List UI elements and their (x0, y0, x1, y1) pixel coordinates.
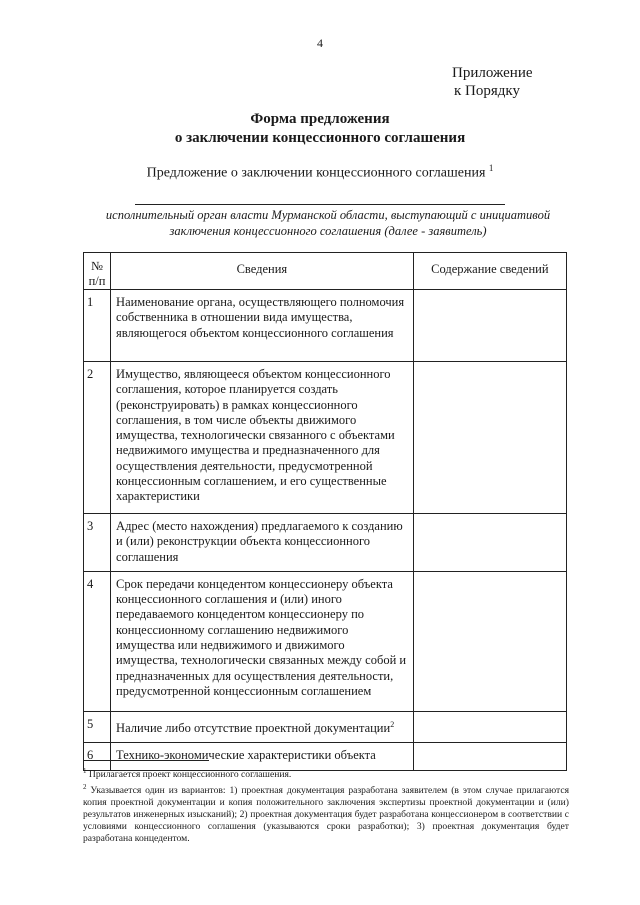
caption-line-2: заключения концессионного соглашения (далее - заявитель) (169, 224, 487, 238)
applicant-signature-line (135, 204, 505, 205)
caption-line-1: исполнительный орган власти Мурманской области, выступающий с инициативой (105, 208, 551, 222)
table-header-row (84, 253, 567, 290)
applicant-caption (96, 207, 560, 239)
footnote-text: Прилагается проект концессионного соглашения. (88, 769, 292, 781)
row-content-cell[interactable] (413, 711, 566, 742)
row-info-text: Технико-экономические характеристики объекта (116, 748, 376, 763)
header-number-line-1: № (91, 259, 103, 273)
footnote-ref: 1 (83, 767, 87, 775)
table-row (84, 711, 567, 742)
form-title (0, 110, 640, 148)
footnote-ref: 2 (83, 783, 87, 792)
row-content-cell[interactable] (413, 290, 566, 362)
form-title-line-2: о заключении концессионного соглашения (174, 130, 466, 146)
row-info (111, 290, 414, 362)
table-row (84, 362, 567, 514)
row-info (111, 711, 414, 742)
subtitle-text: Предложение о заключении концессионного соглашения (146, 165, 486, 181)
row-content-cell[interactable] (413, 362, 566, 514)
row-info-text: Наличие либо отсутствие проектной документации (116, 721, 391, 736)
header-number (84, 253, 111, 290)
footnote-text: Указывается один из вариантов: 1) проектная документация разработана заявителем (в этом случае прилагаются копия проектной документации и копия положительного заключения экспертизы проектной документации и (или) результатов инженерных изысканий); 2) проектная документация будет разработана концессионером в соответствии с условиями концессионного соглашения (указываются сроки разработки); 3) проектная документация будет разработана концедентом. (83, 785, 569, 845)
subtitle-footnote-ref: 1 (488, 163, 494, 173)
row-footnote-ref: 2 (390, 719, 395, 729)
row-info-text: Адрес (место нахождения) предлагаемого к созданию и (или) реконструкции объекта концессионного соглашения (116, 519, 403, 564)
row-number: 4 (84, 571, 111, 711)
row-info (111, 514, 414, 572)
appendix-line-2: к Порядку (454, 83, 520, 99)
footnote (83, 765, 569, 781)
table-row (84, 290, 567, 362)
row-number: 1 (84, 290, 111, 362)
form-title-line-1: Форма предложения (250, 111, 390, 127)
row-number: 5 (84, 711, 111, 742)
table-row (84, 514, 567, 572)
footnote (83, 781, 569, 845)
row-number: 6 (84, 743, 111, 770)
row-info-text: Наименование органа, осуществляющего полномочия собственника в отношении вида имущества, являющегося объектом концессионного соглашения (116, 295, 405, 340)
row-info (111, 571, 414, 711)
footnotes (83, 765, 569, 845)
row-info-text: Имущество, являющееся объектом концессионного соглашения, которое планируется создать (реконструировать) в рамках концессионного соглашения, в том числе объекты движимого имущества, технологически связанного с объектами недвижимого имущества и предназначенного для осуществления деятельности, предусмотренной концессионным соглашением, и его существенные характеристики (116, 367, 395, 504)
appendix-line-1: Приложение (452, 65, 533, 81)
appendix-reference (452, 64, 533, 100)
row-content-cell[interactable] (413, 571, 566, 711)
row-number: 2 (84, 362, 111, 514)
proposal-subtitle (0, 163, 640, 182)
footnote-divider (83, 760, 209, 761)
row-content-cell[interactable] (413, 514, 566, 572)
page-number: 4 (317, 36, 323, 50)
header-info: Сведения (111, 253, 414, 290)
row-info-text: Срок передачи концедентом концессионеру объекта концессионного соглашения и (или) иного передаваемого концедентом концессионеру по концессионному соглашению недвижимого имущества или недвижимого и движимого имущества, технологически связанных между собой и предназначенных для осуществления деятельности, предусмотренной концессионным соглашением (116, 576, 407, 698)
table-row (84, 571, 567, 711)
proposal-table (83, 252, 567, 771)
row-info (111, 362, 414, 514)
header-content: Содержание сведений (413, 253, 566, 290)
row-number: 3 (84, 514, 111, 572)
header-number-line-2: п/п (88, 274, 106, 288)
